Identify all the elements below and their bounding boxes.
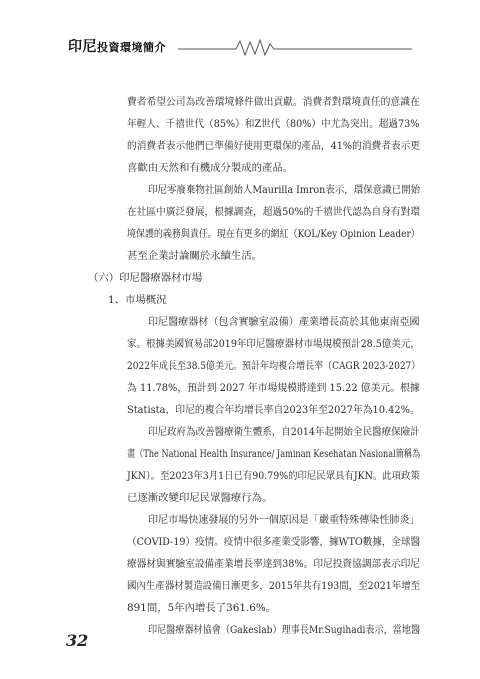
section-heading: （六）印尼醫療器材市場 <box>88 272 203 284</box>
text-line: 印尼市場快速發展的另外一個原因是「嚴重特殊傳染性肺炎」 <box>148 514 420 526</box>
text-line: 印尼醫療器材（包含實驗室設備）產業增長高於其他東南亞國 <box>148 316 420 328</box>
header-title-sub: 投資環境簡介 <box>97 41 166 54</box>
header-ecg-line <box>68 38 412 56</box>
text-line: 印尼政府為改善醫療衛生體系，自2014年起開始全民醫療保險計 <box>148 426 420 438</box>
text-line: 療器材與實驗室設備產業增長率達到38%。印尼投資協調部表示印尼 <box>127 558 420 570</box>
text-line: 在社區中廣泛發展，根據調查，超過50%的千禧世代認為自身有對環 <box>127 206 420 218</box>
text-line: 國內生產器材製造設備日漸更多，2015年共有193間，至2021年增至 <box>127 580 421 592</box>
text-line: 甚至企業討論關於永續生活。 <box>127 250 263 262</box>
text-line: 2022年成長至38.5億美元。預計年均複合增長率（CAGR 2023-2027） <box>127 360 421 372</box>
text-line: Statista，印尼的複合年均增長率自2023年至2027年為10.42%。 <box>127 404 420 416</box>
text-line: 家。根據美國貿易部2019年印尼醫療器材市場規模預計28.5億美元， <box>127 338 420 350</box>
text-line: 喜歡由天然和有機成分製成的產品。 <box>127 162 294 174</box>
text-line: （COVID-19）疫情。疫情中很多產業受影響，據WTO數據，全球醫 <box>127 536 421 548</box>
text-line: 為 11.78%，預計到 2027 年市場規模將達到 15.22 億美元。根據 <box>127 382 420 394</box>
text-line: 891間，5年內增長了361.6%。 <box>127 602 277 614</box>
subsection-heading: 1、市場概況 <box>108 294 167 306</box>
text-line: 的消費者表示他們已準備好使用更環保的產品，41%的消費者表示更 <box>127 140 420 152</box>
header-title-main: 印尼 <box>68 39 97 55</box>
text-line: 畫（The National Health Insurance/ Jaminan Kesehatan Nasional簡稱為 <box>127 448 421 460</box>
text-line: 已逐漸改變印尼民眾醫療行為。 <box>127 492 273 504</box>
text-line: JKN）。至2023年3月1日已有90.79%的印尼民眾具有JKN。此項政策 <box>127 470 420 482</box>
text-line: 年輕人、千禧世代（85%）和Z世代（80%）中尤為突出。超過73% <box>127 118 420 130</box>
text-line: 印尼零廢棄物社區創始人Maurilla Imron表示，環保意識已開始 <box>148 184 421 196</box>
text-line: 印尼醫療器材協會（Gakeslab）理事長Mr.Sugihadi表示，當地醫 <box>148 624 421 636</box>
page-number: 32 <box>66 631 89 650</box>
text-line: 境保護的義務與責任。現在有更多的網紅（KOL/Key Opinion Leader） <box>127 228 420 240</box>
text-line: 費者希望公司為改善環境條件做出貢獻。消費者對環境責任的意識在 <box>127 96 420 108</box>
